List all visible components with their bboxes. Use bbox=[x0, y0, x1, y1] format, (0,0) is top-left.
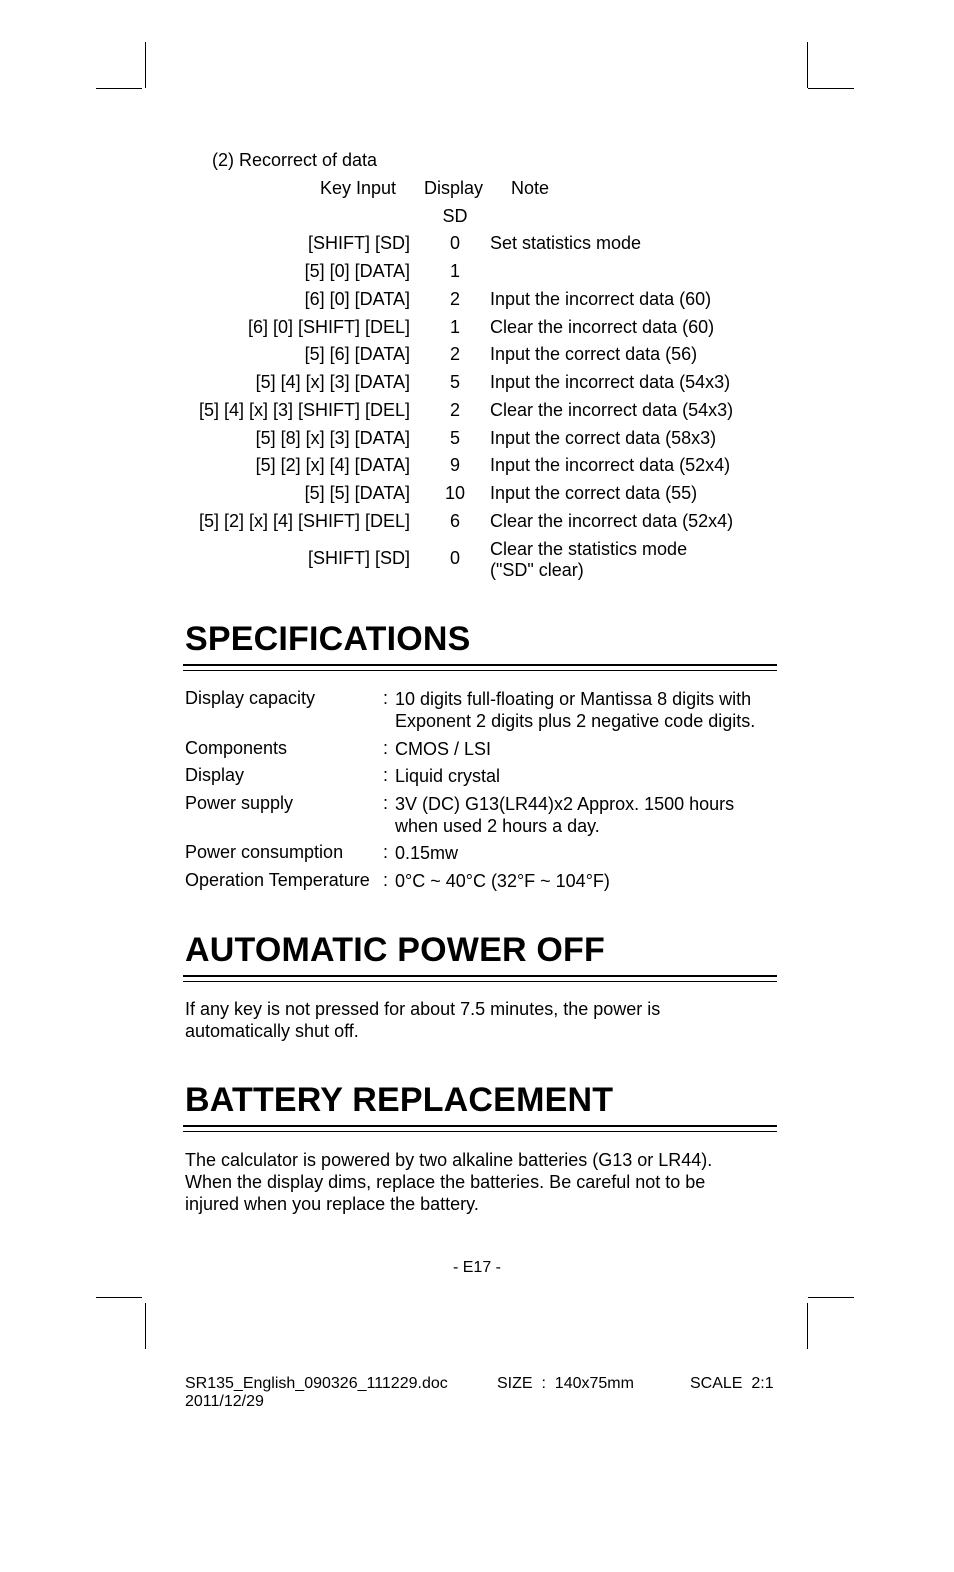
key-input: [SHIFT] [SD] bbox=[307, 233, 410, 253]
paragraph-line: When the display dims, replace the batteries. Be careful not to be bbox=[185, 1172, 706, 1192]
table-row bbox=[0, 483, 954, 511]
spec-colon: : bbox=[383, 793, 389, 813]
note: Set statistics mode bbox=[490, 233, 642, 253]
paragraph-line: If any key is not pressed for about 7.5 minutes, the power is bbox=[185, 999, 661, 1019]
crop-mark-top-right-horizontal bbox=[808, 88, 854, 89]
display-value: 10 bbox=[444, 483, 466, 503]
table-row bbox=[0, 317, 954, 345]
footer-filename: SR135_English_090326_111229.doc bbox=[185, 1375, 448, 1392]
display-value: 5 bbox=[449, 372, 460, 392]
table-row bbox=[0, 261, 954, 289]
battery-replacement-text bbox=[185, 1149, 765, 1215]
display-value: 2 bbox=[449, 400, 460, 420]
specifications-title: SPECIFICATIONS bbox=[185, 620, 471, 658]
spec-value: 0.15mw bbox=[395, 843, 459, 863]
table-row bbox=[0, 372, 954, 400]
display-value: 1 bbox=[449, 261, 460, 281]
note: Clear the incorrect data (52x4) bbox=[490, 511, 734, 531]
table-row bbox=[0, 400, 954, 428]
spec-label: Display bbox=[185, 765, 245, 785]
spec-colon: : bbox=[383, 688, 389, 708]
key-input: [5] [4] [x] [3] [DATA] bbox=[255, 372, 410, 392]
crop-mark-top-right-vertical bbox=[807, 42, 808, 88]
display-value: 2 bbox=[449, 289, 460, 309]
auto-power-off-text bbox=[185, 998, 765, 1042]
crop-mark-bottom-right-horizontal bbox=[808, 1297, 854, 1298]
crop-mark-bottom-left-vertical bbox=[145, 1303, 146, 1349]
title-rule bbox=[183, 1125, 777, 1127]
table-row bbox=[0, 289, 954, 317]
column-header-display: Display bbox=[424, 178, 484, 198]
spec-label: Components bbox=[185, 738, 288, 758]
key-input: [5] [8] [x] [3] [DATA] bbox=[255, 428, 410, 448]
title-rule bbox=[183, 981, 777, 982]
display-value: 1 bbox=[449, 317, 460, 337]
key-input: [5] [5] [DATA] bbox=[304, 483, 410, 503]
auto-power-off-title: AUTOMATIC POWER OFF bbox=[185, 931, 605, 969]
paragraph-line: The calculator is powered by two alkaline batteries (G13 or LR44). bbox=[185, 1150, 713, 1170]
note: Clear the incorrect data (60) bbox=[490, 317, 715, 337]
key-input: [6] [0] [SHIFT] [DEL] bbox=[247, 317, 410, 337]
spec-colon: : bbox=[383, 738, 389, 758]
crop-mark-bottom-right-vertical bbox=[807, 1303, 808, 1349]
paragraph-line: injured when you replace the battery. bbox=[185, 1194, 479, 1214]
note: Input the incorrect data (60) bbox=[490, 289, 712, 309]
display-value: 2 bbox=[449, 344, 460, 364]
key-input: [SHIFT] [SD] bbox=[307, 548, 410, 568]
note-line: ("SD" clear) bbox=[490, 560, 584, 580]
crop-mark-top-left-horizontal bbox=[96, 88, 142, 89]
display-value: 5 bbox=[449, 428, 460, 448]
spec-label: Power supply bbox=[185, 793, 294, 813]
title-rule bbox=[183, 670, 777, 671]
spec-value bbox=[395, 688, 755, 732]
footer-date: 2011/12/29 bbox=[185, 1393, 264, 1410]
display-value: 9 bbox=[449, 455, 460, 475]
column-header-note: Note bbox=[511, 178, 550, 198]
spec-value-line: 10 digits full-floating or Mantissa 8 digits with bbox=[395, 689, 752, 709]
key-input: [5] [2] [x] [4] [SHIFT] [DEL] bbox=[198, 511, 410, 531]
title-rule bbox=[183, 975, 777, 977]
note: Input the correct data (55) bbox=[490, 483, 698, 503]
spec-label: Operation Temperature bbox=[185, 870, 370, 890]
spec-value-line: when used 2 hours a day. bbox=[395, 816, 600, 836]
spec-value: CMOS / LSI bbox=[395, 739, 492, 759]
key-input: [5] [4] [x] [3] [SHIFT] [DEL] bbox=[198, 400, 410, 420]
note-line: Clear the statistics mode bbox=[490, 539, 688, 559]
title-rule bbox=[183, 1131, 777, 1132]
spec-colon: : bbox=[383, 842, 389, 862]
spec-value-line: Exponent 2 digits plus 2 negative code digits. bbox=[395, 711, 756, 731]
battery-replacement-title: BATTERY REPLACEMENT bbox=[185, 1081, 614, 1119]
note: Input the correct data (56) bbox=[490, 344, 698, 364]
table-row bbox=[0, 511, 954, 539]
display-value: 0 bbox=[449, 233, 460, 253]
display-value: 0 bbox=[449, 548, 460, 568]
spec-value bbox=[395, 793, 734, 837]
table-row bbox=[0, 428, 954, 456]
spec-label: Display capacity bbox=[185, 688, 316, 708]
table-row bbox=[0, 539, 954, 583]
footer-scale: SCALE 2:1 bbox=[690, 1375, 774, 1392]
title-rule bbox=[183, 664, 777, 666]
mode-indicator: SD bbox=[442, 206, 468, 226]
spec-colon: : bbox=[383, 870, 389, 890]
paragraph-line: automatically shut off. bbox=[185, 1021, 359, 1041]
display-value: 6 bbox=[449, 511, 460, 531]
note: Input the incorrect data (54x3) bbox=[490, 372, 731, 392]
table-row bbox=[0, 233, 954, 261]
table-row bbox=[0, 455, 954, 483]
note bbox=[490, 539, 687, 581]
page-number: - E17 - bbox=[452, 1259, 501, 1276]
key-input: [5] [0] [DATA] bbox=[304, 261, 410, 281]
key-input: [6] [0] [DATA] bbox=[304, 289, 410, 309]
spec-colon: : bbox=[383, 765, 389, 785]
note: Clear the incorrect data (54x3) bbox=[490, 400, 734, 420]
key-input: [5] [6] [DATA] bbox=[304, 344, 410, 364]
column-header-key-input: Key Input bbox=[320, 178, 397, 198]
table-row bbox=[0, 344, 954, 372]
note: Input the correct data (58x3) bbox=[490, 428, 717, 448]
spec-value: Liquid crystal bbox=[395, 766, 501, 786]
spec-label: Power consumption bbox=[185, 842, 344, 862]
crop-mark-bottom-left-horizontal bbox=[96, 1297, 142, 1298]
crop-mark-top-left-vertical bbox=[145, 42, 146, 88]
key-input: [5] [2] [x] [4] [DATA] bbox=[255, 455, 410, 475]
spec-value: 0°C ~ 40°C (32°F ~ 104°F) bbox=[395, 871, 610, 891]
note: Input the incorrect data (52x4) bbox=[490, 455, 731, 475]
spec-value-line: 3V (DC) G13(LR44)x2 Approx. 1500 hours bbox=[395, 794, 735, 814]
recorrect-heading: (2) Recorrect of data bbox=[212, 150, 378, 170]
footer-size: SIZE : 140x75mm bbox=[497, 1375, 634, 1392]
